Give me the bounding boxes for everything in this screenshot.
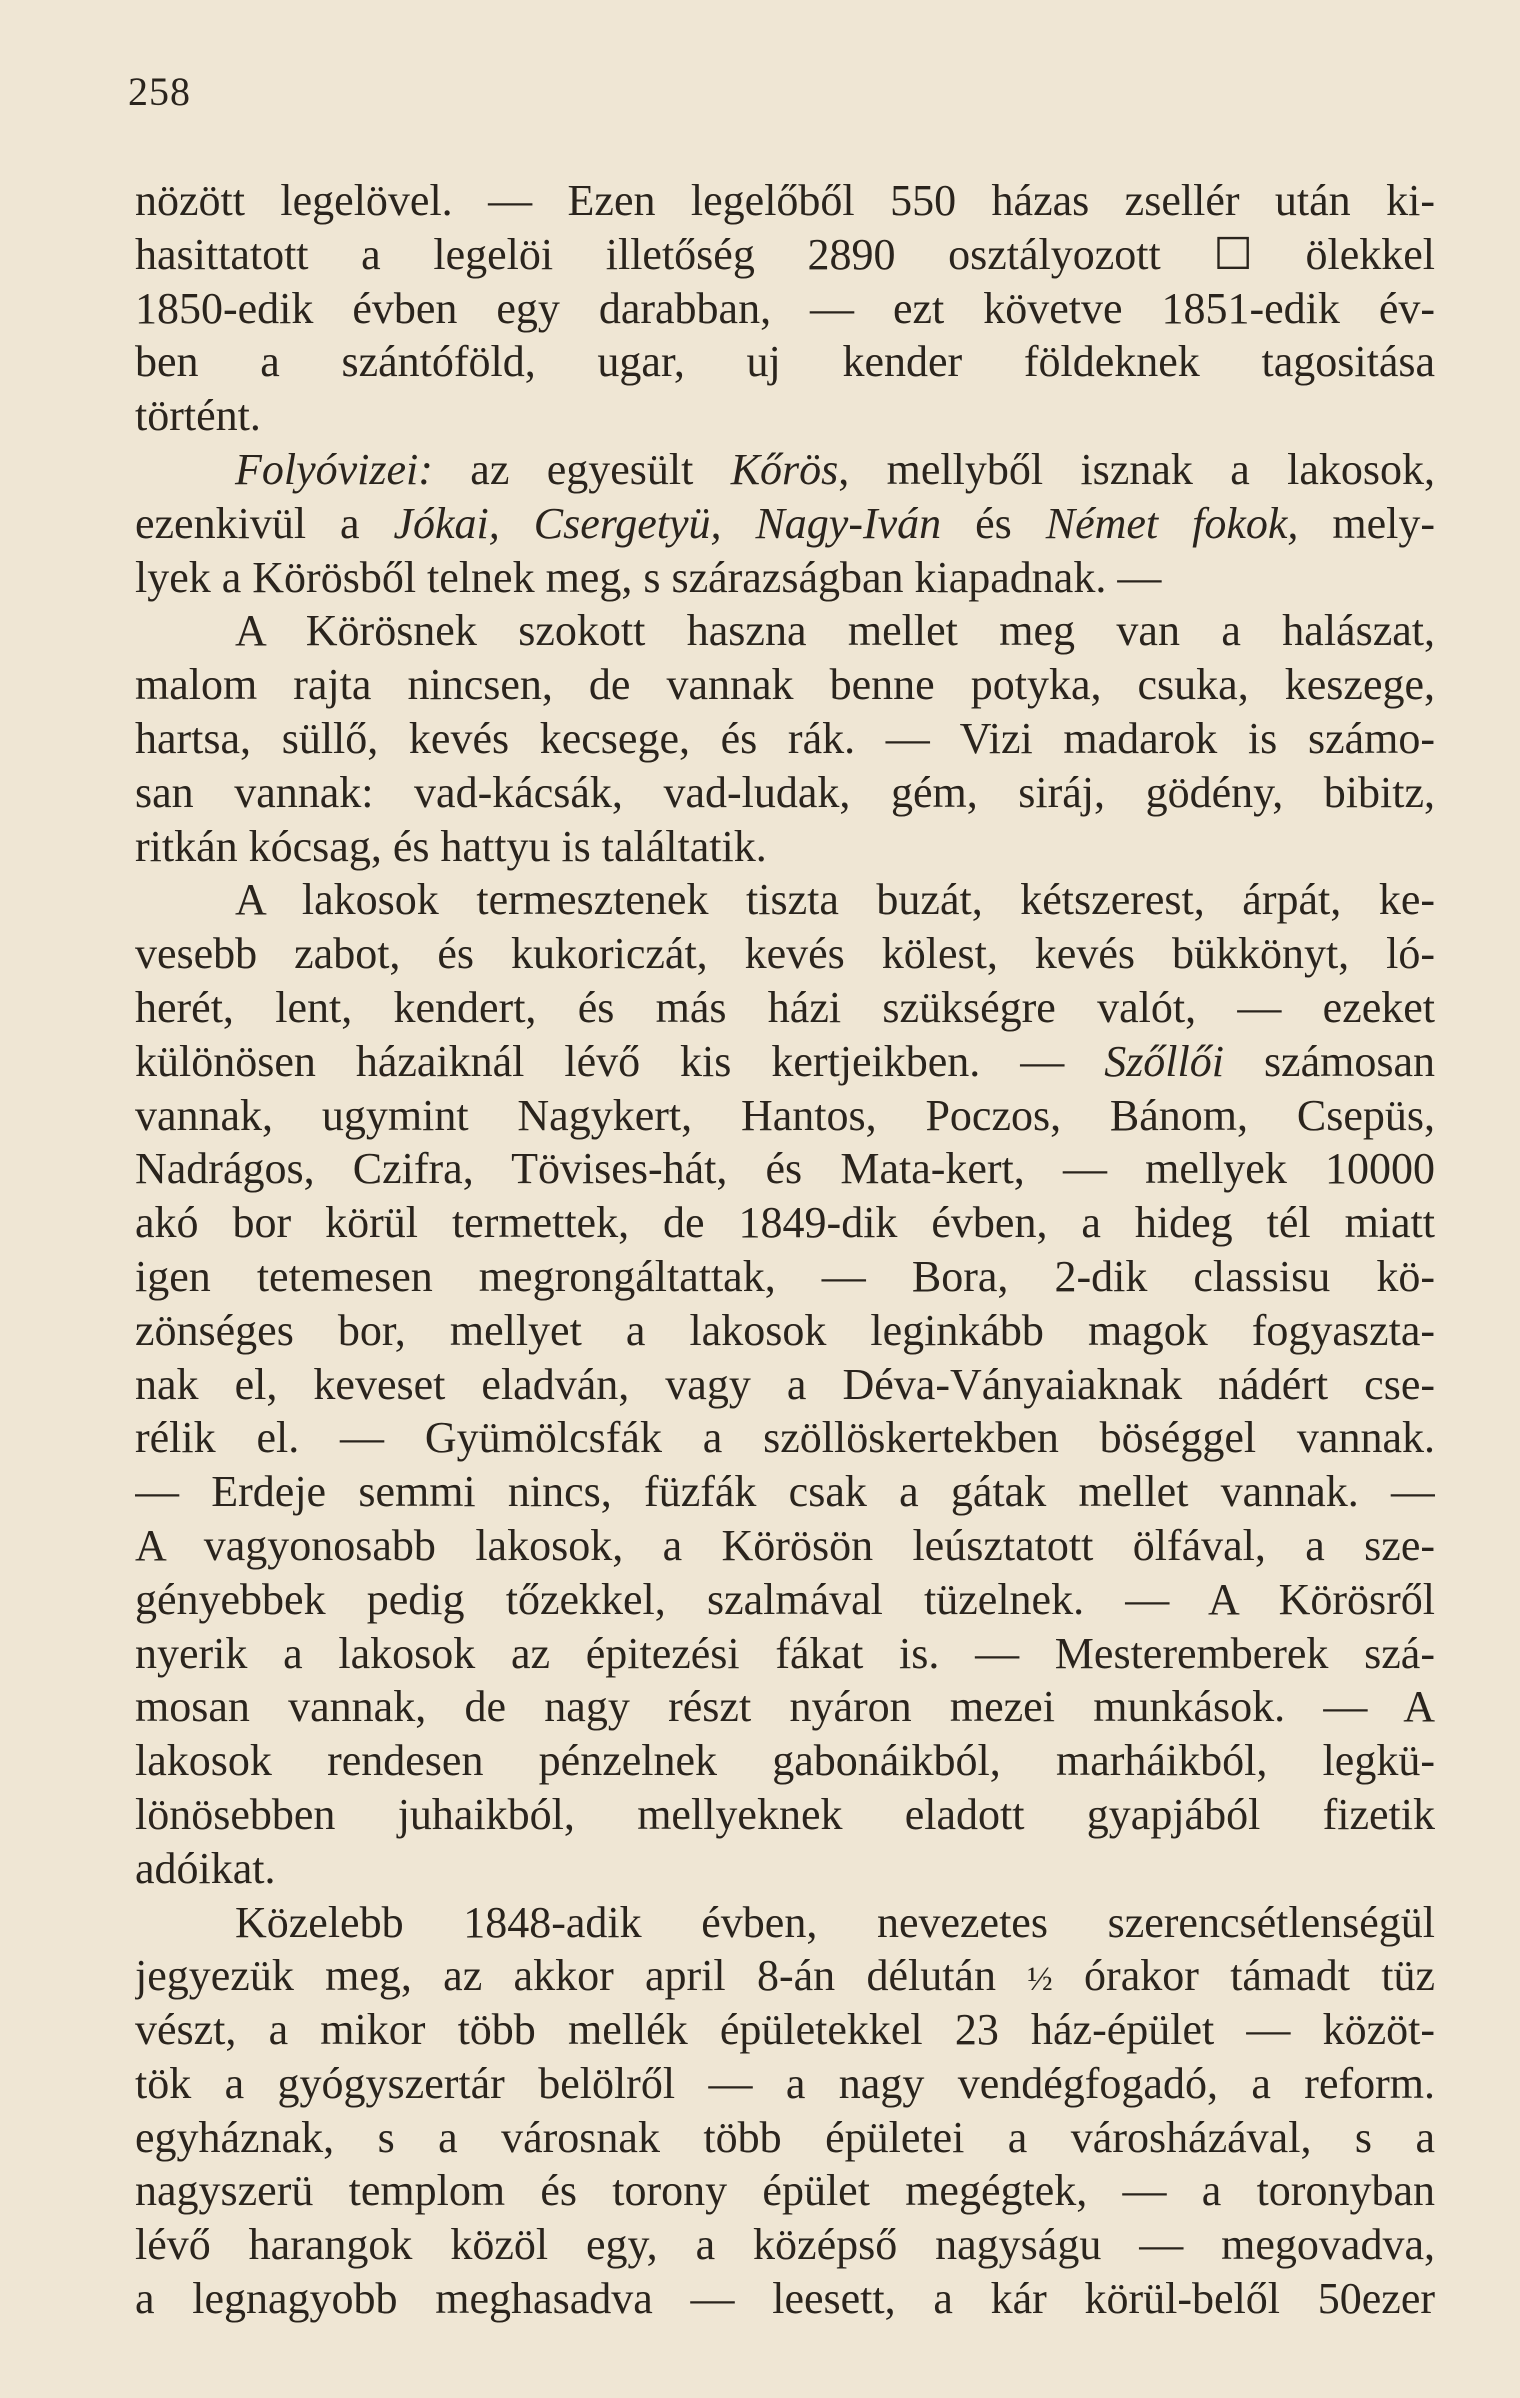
text-run: vészt, a mikor több mellék épületekkel 23 ház-épület — közöt- (135, 2005, 1435, 2055)
italic-term: Folyóvizei: (235, 444, 433, 494)
italic-term: Német fokok, (1045, 498, 1299, 548)
text-line (135, 1465, 1435, 1519)
text-run: órakor támadt tüz (1052, 1951, 1435, 2001)
text-run: hartsa, süllő, kevés kecsege, és rák. — Vizi madarok is számo- (135, 713, 1435, 763)
text-run: 1850-edik évben egy darabban, — ezt követve 1851-edik év- (135, 283, 1435, 333)
text-run: nagyszerü templom és torony épület megégtek, — a toronyban (135, 2166, 1435, 2216)
text-line (135, 228, 1435, 282)
text-line (135, 497, 1435, 551)
text-run: rélik el. — Gyümölcsfák a szöllöskertekben böséggel vannak. (135, 1413, 1435, 1463)
text-line (135, 1573, 1435, 1627)
text-run: különösen házaiknál lévő kis kertjeikben. — (135, 1036, 1105, 1086)
text-line (135, 658, 1435, 712)
text-run: nyerik a lakosok az épitezési fákat is. — Mesteremberek szá- (135, 1628, 1435, 1678)
text-run: lakosok rendesen pénzelnek gabonáikból, marháikból, legkü- (135, 1736, 1435, 1786)
text-run: egyháznak, s a városnak több épületei a városházával, s a (135, 2112, 1435, 2162)
italic-term: Szőllői (1104, 1036, 1224, 1086)
text-run: akó bor körül termettek, de 1849-dik évben, a hideg tél miatt (135, 1198, 1435, 1248)
text-line (135, 2272, 1435, 2326)
text-line (135, 1142, 1435, 1196)
text-line (135, 1680, 1435, 1734)
text-run: Nadrágos, Czifra, Tövises-hát, és Mata-kert, — mellyek 10000 (135, 1144, 1435, 1194)
text-run: A vagyonosabb lakosok, a Körösön leúsztatott ölfával, a sze- (135, 1520, 1435, 1570)
text-run: mely- (1298, 498, 1435, 548)
text-line (135, 1304, 1435, 1358)
text-line (135, 712, 1435, 766)
text-line (135, 1627, 1435, 1681)
text-run: számosan (1223, 1036, 1435, 1086)
text-run: lyek a Körösből telnek meg, s szárazságban kiapadnak. — (135, 552, 1162, 602)
text-line (135, 551, 1435, 605)
text-line (135, 820, 1435, 874)
body-text (135, 174, 1435, 2326)
text-line (135, 1896, 1435, 1950)
text-line (135, 1949, 1435, 2003)
text-run: vesebb zabot, és kukoriczát, kevés kölest, kevés bükkönyt, ló- (135, 929, 1435, 979)
text-run: lévő harangok közöl egy, a középső nagyságu — megovadva, (135, 2220, 1435, 2270)
text-run: san vannak: vad-kácsák, vad-ludak, gém, siráj, gödény, bibitz, (135, 767, 1435, 817)
text-run: történt. (135, 391, 261, 441)
text-run: jegyezük meg, az akkor april 8-án délután (135, 1951, 1028, 2001)
text-line (135, 2057, 1435, 2111)
text-run: hasittatott a legelöi illetőség 2890 osztályozott ☐ ölekkel (135, 229, 1435, 279)
text-run: a legnagyobb meghasadva — leesett, a kár körül-belől 50ezer (135, 2274, 1435, 2324)
text-run: mosan vannak, de nagy részt nyáron mezei munkások. — A (135, 1682, 1435, 1732)
text-line (135, 2164, 1435, 2218)
text-run: és (941, 498, 1046, 548)
text-run: zönséges bor, mellyet a lakosok leginkább magok fogyaszta- (135, 1305, 1435, 1355)
text-line (135, 1734, 1435, 1788)
text-run: herét, lent, kendert, és más házi szükségre valót, — ezeket (135, 982, 1435, 1032)
text-line (135, 1842, 1435, 1896)
text-line (135, 873, 1435, 927)
text-run: — Erdeje semmi nincs, füzfák csak a gátak mellet vannak. — (135, 1467, 1435, 1517)
text-run: Közelebb 1848-adik évben, nevezetes szerencsétlenségül (235, 1897, 1435, 1947)
text-run: , mellyből isznak a lakosok, (838, 444, 1435, 494)
text-line (135, 1196, 1435, 1250)
text-run: nözött legelövel. — Ezen legelőből 550 házas zsellér után ki- (135, 176, 1435, 225)
text-line (135, 604, 1435, 658)
text-run: tök a gyógyszertár belölről — a nagy vendégfogadó, a reform. (135, 2058, 1435, 2108)
text-line (135, 766, 1435, 820)
text-line (135, 1519, 1435, 1573)
text-run: malom rajta nincsen, de vannak benne potyka, csuka, keszege, (135, 660, 1435, 710)
italic-term: Jókai, Csergetyü, Nagy-Iván (393, 498, 942, 548)
text-line (135, 174, 1435, 228)
text-line (135, 981, 1435, 1035)
italic-term: Kőrös (730, 444, 839, 494)
text-line (135, 2111, 1435, 2165)
text-line (135, 335, 1435, 389)
text-run: ½ (1027, 1961, 1053, 1999)
text-line (135, 1035, 1435, 1089)
text-line (135, 2218, 1435, 2272)
text-run: vannak, ugymint Nagykert, Hantos, Poczos, Bánom, Csepüs, (135, 1090, 1435, 1140)
text-line (135, 1089, 1435, 1143)
text-run: igen tetemesen megrongáltattak, — Bora, 2-dik classisu kö- (135, 1251, 1435, 1301)
text-run: A lakosok termesztenek tiszta buzát, kétszerest, árpát, ke- (235, 875, 1435, 925)
text-line (135, 1358, 1435, 1412)
text-line (135, 389, 1435, 443)
text-line (135, 2003, 1435, 2057)
page-number: 258 (128, 69, 191, 114)
text-run: A Körösnek szokott haszna mellet meg van a halászat, (235, 606, 1435, 656)
text-run: lönösebben juhaikból, mellyeknek eladott gyapjából fizetik (135, 1789, 1435, 1839)
text-run: gényebbek pedig tőzekkel, szalmával tüzelnek. — A Körösről (135, 1574, 1435, 1624)
text-run: adóikat. (135, 1843, 276, 1893)
text-line (135, 443, 1435, 497)
text-line (135, 1250, 1435, 1304)
text-run: ritkán kócsag, és hattyu is találtatik. (135, 821, 767, 871)
text-line (135, 1788, 1435, 1842)
text-line (135, 927, 1435, 981)
text-run: ben a szántóföld, ugar, uj kender földeknek tagositása (135, 337, 1435, 387)
text-line (135, 282, 1435, 336)
text-run: nak el, keveset eladván, vagy a Déva-Ványaiaknak nádért cse- (135, 1359, 1435, 1409)
text-line (135, 1411, 1435, 1465)
text-run: ezenkivül a (135, 498, 394, 548)
text-run: az egyesült (432, 444, 731, 494)
